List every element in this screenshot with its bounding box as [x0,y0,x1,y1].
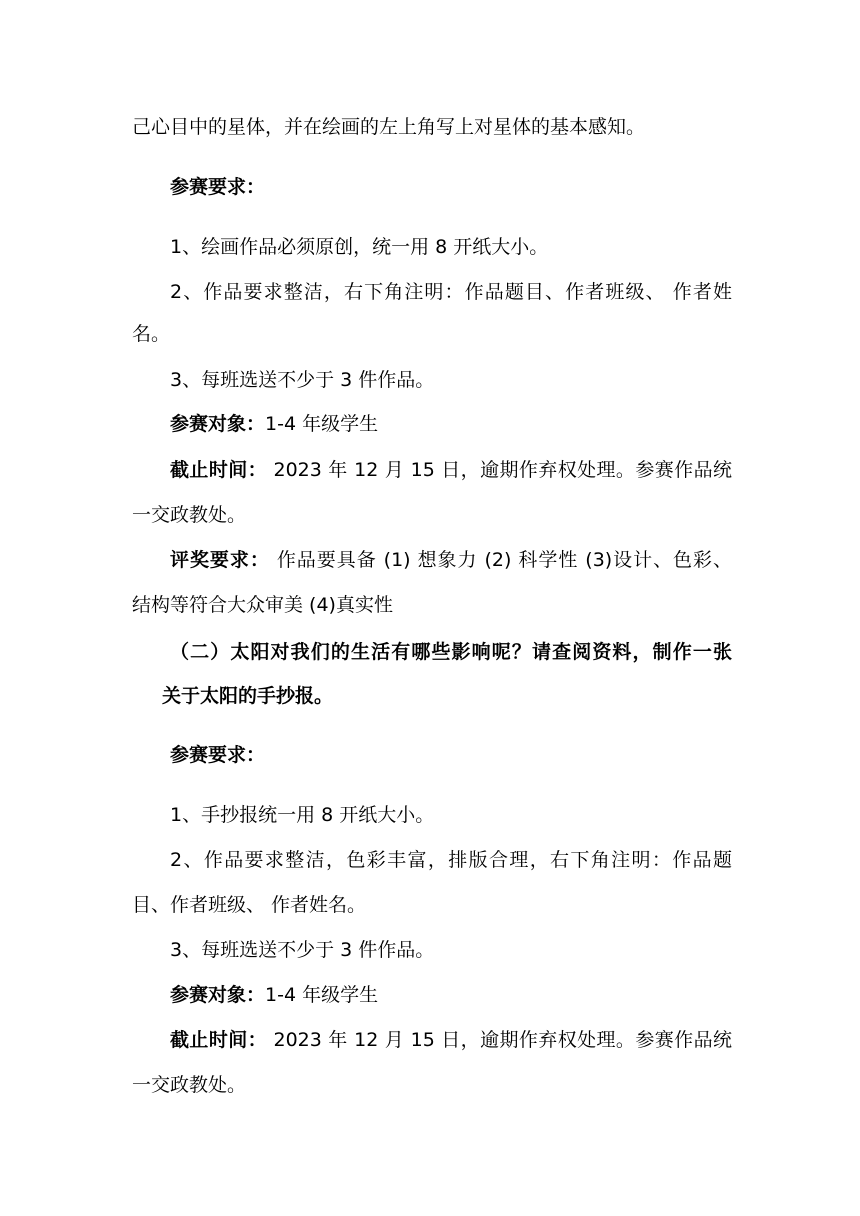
section1-award-label: 评奖要求： [170,549,270,571]
section1-deadline-value: 2023 年 12 月 15 日，逾期作弃权处理。参赛作品统 [267,459,732,481]
section2-target-label: 参赛对象： [170,984,266,1006]
section1-award-value: 作品要具备 (1) 想象力 (2) 科学性 (3)设计、色彩、 [269,549,732,571]
section2-target-value: 1-4 年级学生 [265,984,379,1006]
section2-deadline-value: 2023 年 12 月 15 日，逾期作弃权处理。参赛作品统 [267,1029,732,1051]
section1-target-value: 1-4 年级学生 [265,413,379,435]
section2-title-line1: （二）太阳对我们的生活有哪些影响呢？请查阅资料，制作一张 [170,641,732,663]
section2-deadline-line1 [170,1028,732,1052]
section1-requirement-2-line2: 名。 [132,323,171,345]
section1-target-label: 参赛对象： [170,413,266,435]
section2-deadline-line2: 一交政教处。 [132,1074,247,1096]
section2-requirement-3: 3、每班选送不少于 3 件作品。 [170,939,435,961]
section1-requirement-1: 1、绘画作品必须原创，统一用 8 开纸大小。 [170,236,549,258]
section1-deadline-label: 截止时间： [170,459,268,481]
section2-requirement-2-line1: 2、作品要求整洁，色彩丰富，排版合理，右下角注明：作品题 [170,849,732,871]
section1-deadline-line1 [170,458,732,482]
section1-requirement-3: 3、每班选送不少于 3 件作品。 [170,369,435,391]
section2-requirements-heading: 参赛要求： [170,744,266,766]
section1-award-line1 [170,548,732,572]
section2-title-line2: 关于太阳的手抄报。 [162,685,334,707]
section2-target [170,983,732,1007]
section2-requirement-2-line2: 目、作者班级、 作者姓名。 [132,894,367,916]
intro-paragraph-tail: 己心目中的星体，并在绘画的左上角写上对星体的基本感知。 [132,116,646,138]
section1-deadline-line2: 一交政教处。 [132,504,247,526]
section2-deadline-label: 截止时间： [170,1029,268,1051]
section1-requirement-2-line1: 2、作品要求整洁，右下角注明：作品题目、作者班级、 作者姓 [170,281,732,303]
section1-target [170,412,732,436]
section1-requirements-heading: 参赛要求： [170,176,266,198]
section2-requirement-1: 1、手抄报统一用 8 开纸大小。 [170,804,435,826]
section1-award-line2: 结构等符合大众审美 (4)真实性 [132,594,393,616]
